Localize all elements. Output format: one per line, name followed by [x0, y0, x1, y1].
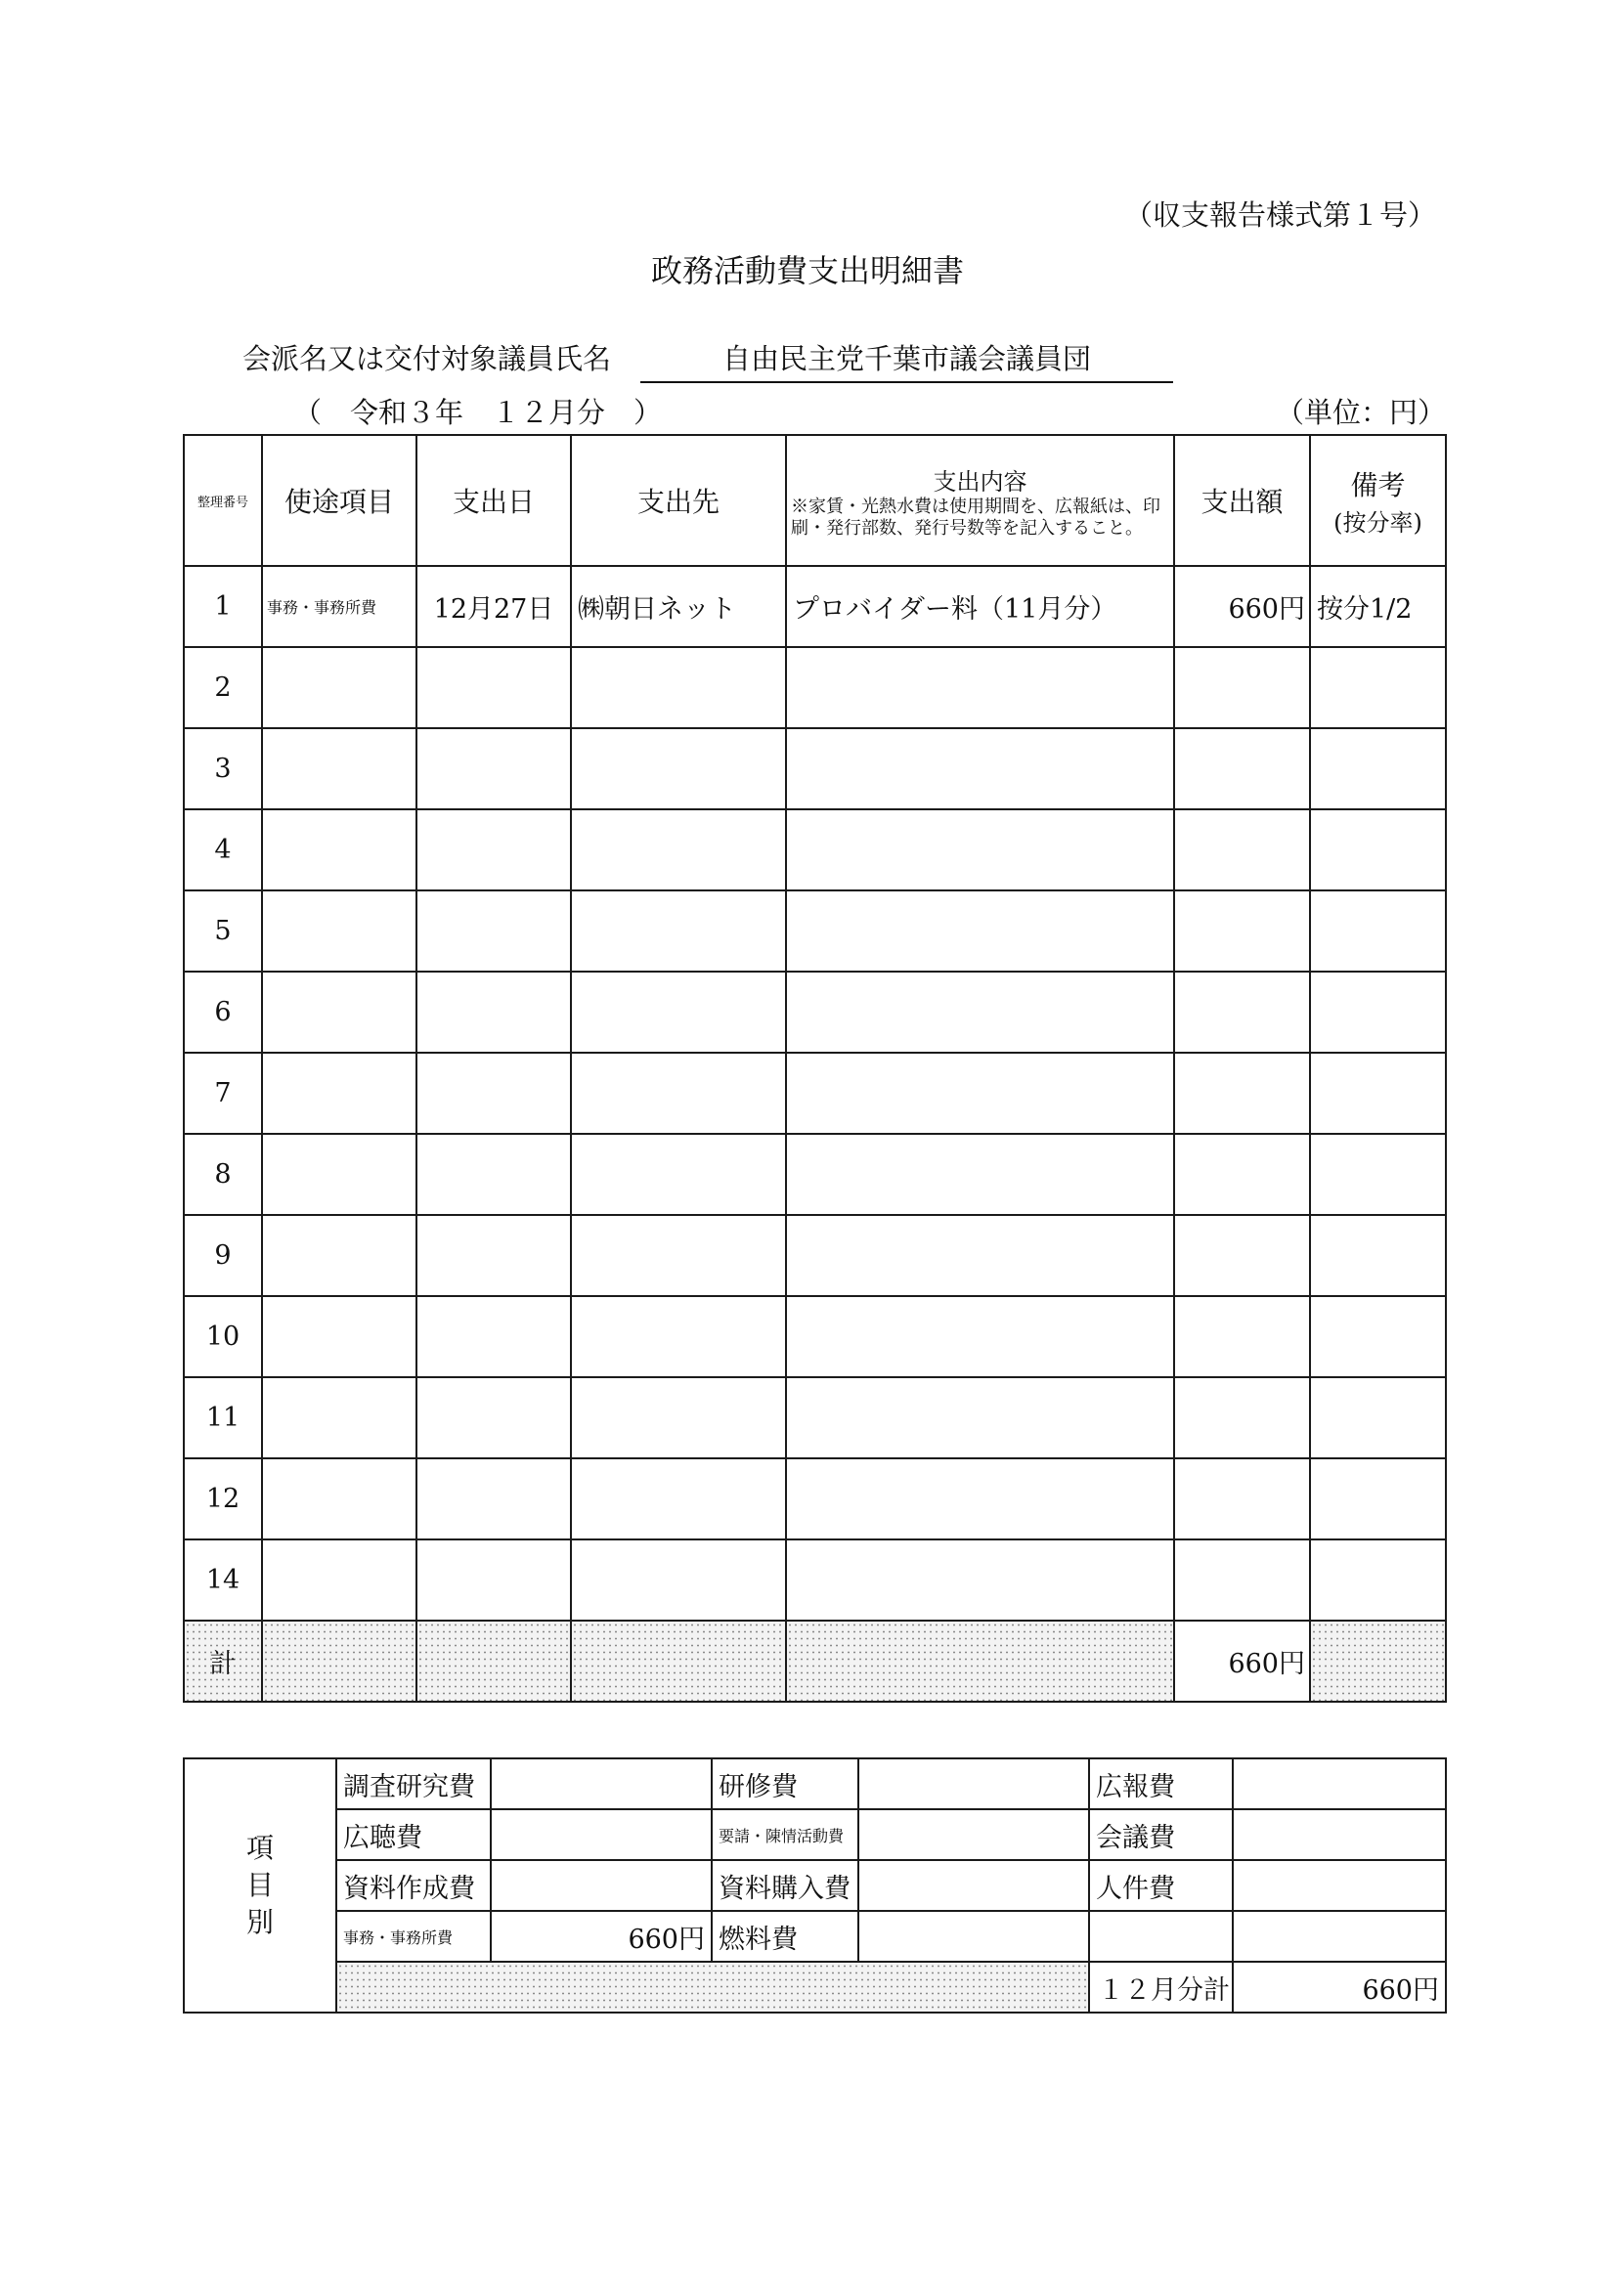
cell-purpose	[262, 1053, 416, 1134]
table-row	[184, 1134, 1446, 1215]
cell-date	[416, 972, 571, 1053]
cell-remarks	[1310, 1053, 1446, 1134]
cell-amount	[1174, 972, 1310, 1053]
cell-purpose	[262, 1134, 416, 1215]
cell-payee: ㈱朝日ネット	[571, 566, 786, 647]
cell-purpose	[262, 1458, 416, 1539]
total-blank	[1310, 1621, 1446, 1702]
summary-category-value	[1233, 1911, 1446, 1962]
cell-content	[786, 1539, 1174, 1621]
cell-payee	[571, 972, 786, 1053]
summary-category-value	[491, 1758, 712, 1809]
cell-amount	[1174, 890, 1310, 972]
table-row	[184, 809, 1446, 890]
expense-detail-table	[183, 434, 1447, 1703]
cell-content: プロバイダー料（11月分）	[786, 566, 1174, 647]
total-blank	[416, 1621, 571, 1702]
table-row	[184, 647, 1446, 728]
summary-category-value	[858, 1911, 1089, 1962]
cell-no: 6	[184, 972, 262, 1053]
month-total-value: 660円	[1233, 1962, 1446, 2013]
total-blank	[786, 1621, 1174, 1702]
cell-date	[416, 1458, 571, 1539]
total-row	[184, 1621, 1446, 1702]
cell-date: 12月27日	[416, 566, 571, 647]
table-header-row	[184, 435, 1446, 566]
form-number: （収支報告様式第１号）	[1124, 198, 1437, 232]
cell-payee	[571, 647, 786, 728]
cell-date	[416, 1134, 571, 1215]
header-content-label: 支出内容	[933, 467, 1027, 496]
header-remarks	[1310, 435, 1446, 566]
cell-no: 5	[184, 890, 262, 972]
cell-content	[786, 1458, 1174, 1539]
cell-purpose	[262, 1215, 416, 1296]
cell-date	[416, 728, 571, 809]
table-row	[184, 890, 1446, 972]
cell-payee	[571, 1296, 786, 1377]
summary-category-value	[1233, 1809, 1446, 1860]
cell-remarks	[1310, 972, 1446, 1053]
summary-category-label: 資料購入費	[712, 1860, 858, 1911]
summary-category-value	[858, 1758, 1089, 1809]
cell-no: 10	[184, 1296, 262, 1377]
cell-amount: 660円	[1174, 566, 1310, 647]
summary-category-label: 研修費	[712, 1758, 858, 1809]
summary-category-value	[858, 1809, 1089, 1860]
table-row	[184, 1377, 1446, 1458]
cell-content	[786, 728, 1174, 809]
reporting-period: （ 令和３年 １２月分 ）	[293, 396, 663, 429]
table-row	[184, 728, 1446, 809]
cell-content	[786, 647, 1174, 728]
cell-no: 11	[184, 1377, 262, 1458]
cell-payee	[571, 1134, 786, 1215]
cell-date	[416, 1053, 571, 1134]
summary-blank	[336, 1962, 1089, 2013]
cell-date	[416, 809, 571, 890]
month-total-label: １２月分計	[1089, 1962, 1233, 2013]
cell-date	[416, 1215, 571, 1296]
table-row	[184, 566, 1446, 647]
cell-purpose	[262, 647, 416, 728]
cell-content	[786, 809, 1174, 890]
cell-amount	[1174, 1053, 1310, 1134]
header-remarks-label: 備考	[1350, 468, 1406, 501]
cell-date	[416, 1539, 571, 1621]
cell-amount	[1174, 1134, 1310, 1215]
summary-category-label: 会議費	[1089, 1809, 1233, 1860]
cell-remarks	[1310, 1215, 1446, 1296]
cell-no: 3	[184, 728, 262, 809]
cell-no: 7	[184, 1053, 262, 1134]
summary-row	[184, 1758, 1446, 1809]
cell-remarks	[1310, 1296, 1446, 1377]
cell-amount	[1174, 1377, 1310, 1458]
cell-content	[786, 1053, 1174, 1134]
cell-payee	[571, 1458, 786, 1539]
header-no: 整理番号	[184, 435, 262, 566]
header-date: 支出日	[416, 435, 571, 566]
header-purpose: 使途項目	[262, 435, 416, 566]
cell-content	[786, 972, 1174, 1053]
cell-content	[786, 1215, 1174, 1296]
cell-payee	[571, 1215, 786, 1296]
header-amount: 支出額	[1174, 435, 1310, 566]
header-remarks-sub: (按分率)	[1333, 508, 1422, 537]
summary-category-value	[1233, 1860, 1446, 1911]
summary-category-label: 広聴費	[336, 1809, 491, 1860]
summary-side-char: 項	[245, 1832, 274, 1864]
header-content-note: ※家賃・光熱水費は使用期間を、広報紙は、印刷・発行部数、発行号数等を記入すること。	[791, 496, 1160, 539]
party-label: 会派名又は交付対象議員氏名	[242, 342, 612, 375]
cell-date	[416, 647, 571, 728]
cell-payee	[571, 1539, 786, 1621]
summary-category-label: 資料作成費	[336, 1860, 491, 1911]
table-row	[184, 1296, 1446, 1377]
cell-remarks	[1310, 728, 1446, 809]
summary-category-value	[1233, 1758, 1446, 1809]
cell-purpose: 事務・事務所費	[262, 566, 416, 647]
cell-date	[416, 1296, 571, 1377]
cell-no: 12	[184, 1458, 262, 1539]
cell-remarks	[1310, 1539, 1446, 1621]
cell-no: 14	[184, 1539, 262, 1621]
category-summary-table	[183, 1757, 1447, 2014]
total-blank	[262, 1621, 416, 1702]
cell-no: 2	[184, 647, 262, 728]
cell-remarks	[1310, 1458, 1446, 1539]
cell-amount	[1174, 647, 1310, 728]
summary-category-label: 燃料費	[712, 1911, 858, 1962]
cell-purpose	[262, 972, 416, 1053]
table-row	[184, 1458, 1446, 1539]
summary-category-value	[858, 1860, 1089, 1911]
cell-no: 9	[184, 1215, 262, 1296]
summary-category-label: 要請・陳情活動費	[712, 1809, 858, 1860]
summary-row	[184, 1911, 1446, 1962]
summary-category-label: 調査研究費	[336, 1758, 491, 1809]
table-row	[184, 1215, 1446, 1296]
header-content	[786, 435, 1174, 566]
cell-date	[416, 1377, 571, 1458]
summary-total-row	[184, 1962, 1446, 2013]
table-row	[184, 972, 1446, 1053]
total-label: 計	[184, 1621, 262, 1702]
table-row	[184, 1539, 1446, 1621]
cell-purpose	[262, 890, 416, 972]
cell-amount	[1174, 1458, 1310, 1539]
page-title: 政務活動費支出明細書	[651, 252, 965, 289]
header-payee: 支出先	[571, 435, 786, 566]
summary-side-label	[184, 1758, 336, 2013]
summary-category-label: 人件費	[1089, 1860, 1233, 1911]
summary-row	[184, 1809, 1446, 1860]
cell-remarks	[1310, 809, 1446, 890]
summary-side-char: 目	[245, 1869, 274, 1901]
table-row	[184, 1053, 1446, 1134]
cell-amount	[1174, 728, 1310, 809]
summary-category-label: 広報費	[1089, 1758, 1233, 1809]
cell-remarks: 按分1/2	[1310, 566, 1446, 647]
cell-payee	[571, 1053, 786, 1134]
cell-content	[786, 1377, 1174, 1458]
cell-amount	[1174, 809, 1310, 890]
cell-purpose	[262, 1539, 416, 1621]
cell-remarks	[1310, 890, 1446, 972]
party-name: 自由民主党千葉市議会議員団	[640, 337, 1173, 383]
cell-payee	[571, 809, 786, 890]
cell-no: 8	[184, 1134, 262, 1215]
cell-purpose	[262, 1377, 416, 1458]
total-amount: 660円	[1174, 1621, 1310, 1702]
cell-purpose	[262, 728, 416, 809]
total-blank	[571, 1621, 786, 1702]
cell-payee	[571, 890, 786, 972]
summary-category-label: 事務・事務所費	[336, 1911, 491, 1962]
summary-category-value	[491, 1809, 712, 1860]
cell-date	[416, 890, 571, 972]
cell-remarks	[1310, 1134, 1446, 1215]
cell-amount	[1174, 1539, 1310, 1621]
cell-remarks	[1310, 647, 1446, 728]
cell-no: 4	[184, 809, 262, 890]
cell-content	[786, 1296, 1174, 1377]
cell-content	[786, 890, 1174, 972]
cell-payee	[571, 1377, 786, 1458]
cell-content	[786, 1134, 1174, 1215]
cell-purpose	[262, 1296, 416, 1377]
cell-purpose	[262, 809, 416, 890]
summary-side-char: 別	[245, 1906, 274, 1938]
cell-no: 1	[184, 566, 262, 647]
summary-row	[184, 1860, 1446, 1911]
cell-amount	[1174, 1296, 1310, 1377]
summary-category-value: 660円	[491, 1911, 712, 1962]
summary-category-value	[491, 1860, 712, 1911]
unit-label: （単位：円）	[1276, 396, 1447, 429]
cell-remarks	[1310, 1377, 1446, 1458]
cell-payee	[571, 728, 786, 809]
cell-amount	[1174, 1215, 1310, 1296]
summary-category-label	[1089, 1911, 1233, 1962]
